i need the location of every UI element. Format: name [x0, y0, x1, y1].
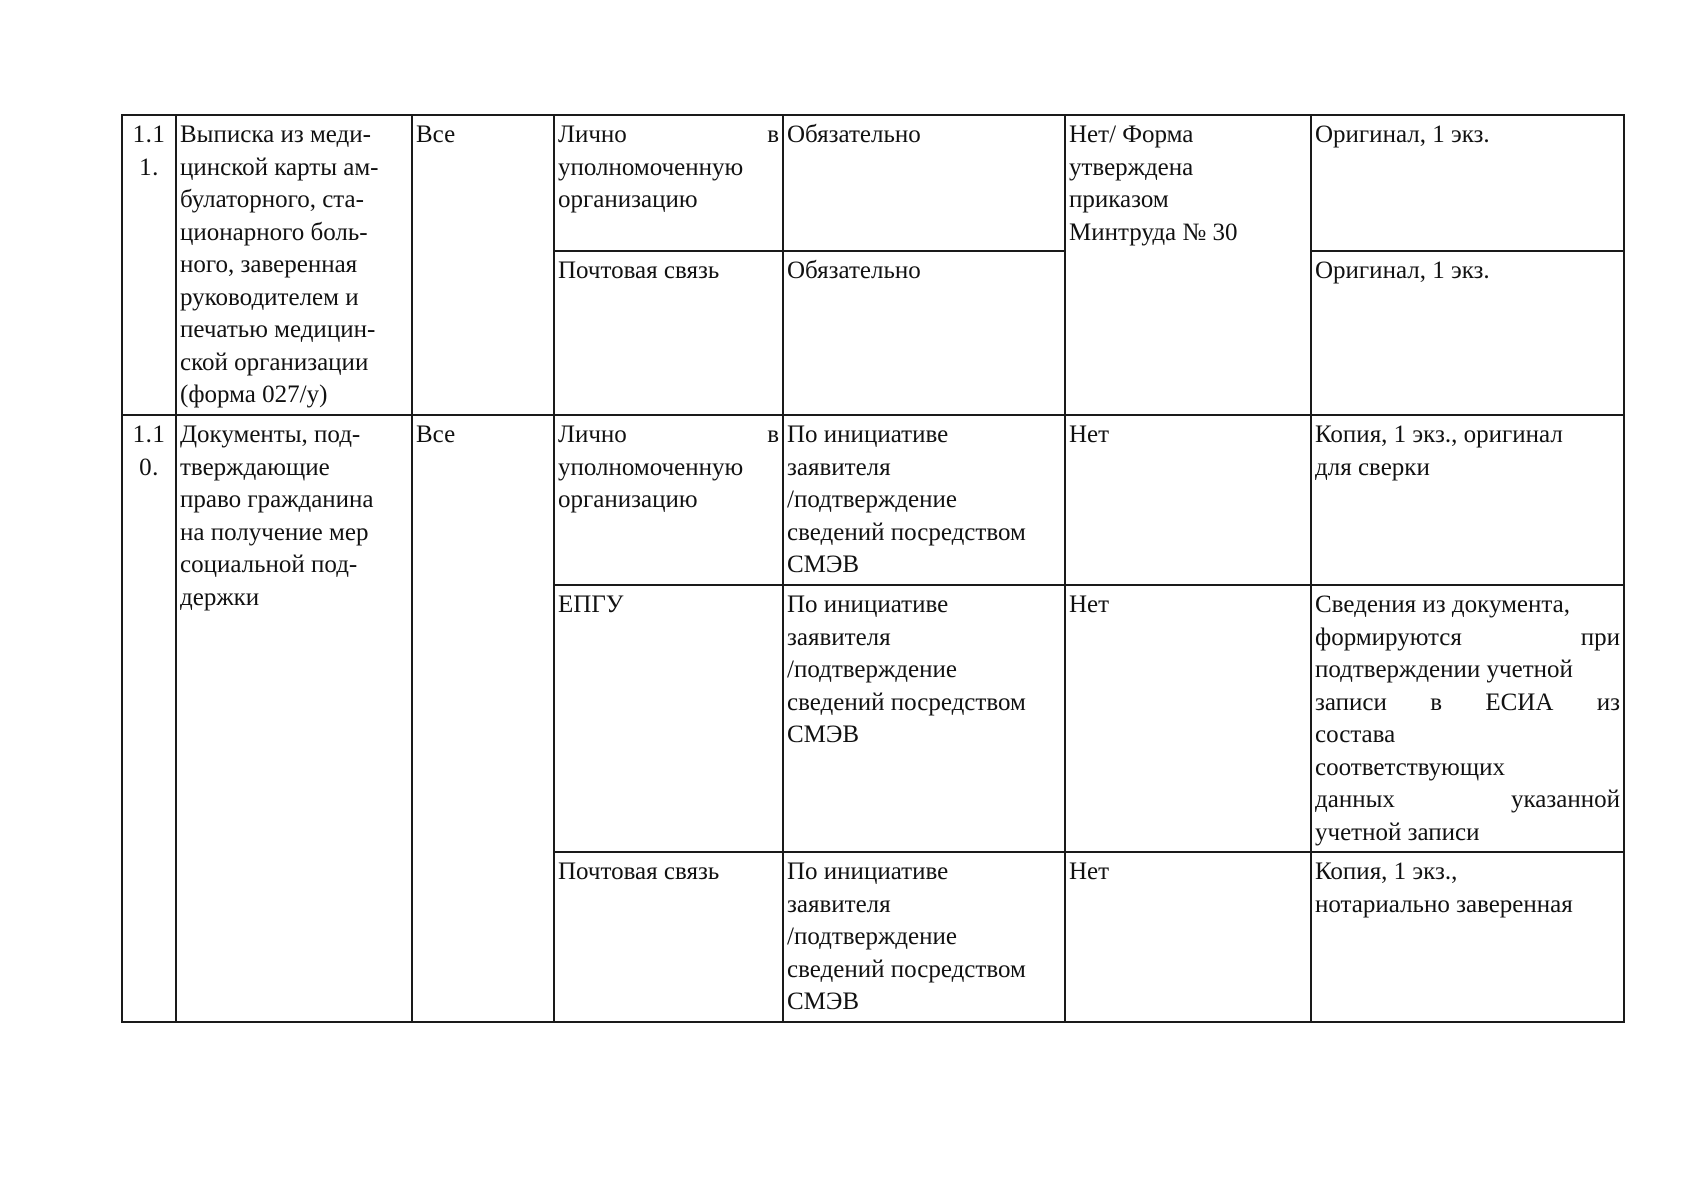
template-line: приказом	[1069, 186, 1169, 213]
table-row	[122, 115, 1624, 251]
document-name-line: ного, заверенная	[180, 251, 358, 278]
requirement-line: заявителя	[787, 890, 891, 918]
form-cell	[1311, 115, 1624, 251]
document-name-cell	[176, 415, 412, 1022]
channel-line: Почтовая связь	[558, 858, 720, 885]
form-line: учетной записи	[1315, 818, 1480, 846]
document-name-line: ской организации	[180, 348, 369, 376]
form-line: состава	[1315, 721, 1396, 748]
requirement-line: СМЭВ	[787, 721, 860, 748]
form-line: Сведения из документа,	[1315, 591, 1570, 618]
requirement-cell	[783, 585, 1065, 852]
requirement-line: сведений посредством	[787, 518, 1026, 546]
template-cell	[1065, 115, 1311, 415]
form-cell	[1311, 251, 1624, 415]
requirement-line: По инициативе	[787, 591, 949, 618]
form-text: Оригинал, 1 экз.	[1315, 257, 1490, 284]
row-number: 1.1 0.	[132, 421, 166, 481]
document-name-line: цинской карты ам-	[180, 153, 379, 181]
requirement-line: сведений посредством	[787, 688, 1026, 716]
requirement-text: Обязательно	[787, 121, 921, 148]
channel-line: уполномоченную	[558, 153, 744, 181]
document-name-line: Выписка из меди-	[180, 121, 371, 148]
form-line: нотариально заверенная	[1315, 890, 1573, 918]
row-number-cell	[122, 415, 176, 1022]
channel-line: Почтовая связь	[558, 257, 720, 284]
requirement-cell	[783, 115, 1065, 251]
requirement-line: По инициативе	[787, 421, 949, 448]
channel-line: организацию	[558, 186, 698, 213]
channel-cell	[554, 852, 783, 1022]
channel-cell	[554, 115, 783, 251]
form-line: данных указанной	[1315, 786, 1620, 813]
template-line: Нет	[1069, 591, 1110, 618]
requirement-line: заявителя	[787, 623, 891, 651]
form-line: соответствующих	[1315, 753, 1505, 781]
document-name-line: право гражданина	[180, 486, 374, 513]
document-name-line: держки	[180, 583, 260, 611]
requirement-cell	[783, 852, 1065, 1022]
applicant-category-cell	[412, 115, 554, 415]
requirement-cell	[783, 251, 1065, 415]
document-name-line: руководителем и	[180, 283, 359, 311]
document-name-line: печатью медицин-	[180, 316, 376, 343]
requirement-line: /подтверждение	[787, 486, 957, 513]
requirement-cell	[783, 415, 1065, 585]
template-cell	[1065, 415, 1311, 585]
requirement-line: По инициативе	[787, 858, 949, 885]
requirement-text: Обязательно	[787, 257, 921, 284]
form-line: Копия, 1 экз., оригинал	[1315, 421, 1563, 448]
channel-cell	[554, 415, 783, 585]
applicant-category: Все	[416, 121, 456, 148]
requirement-line: СМЭВ	[787, 551, 860, 578]
document-name-line: ционарного боль-	[180, 218, 368, 246]
applicant-category-cell	[412, 415, 554, 1022]
channel-line: организацию	[558, 486, 698, 513]
channel-cell	[554, 585, 783, 852]
requirement-line: /подтверждение	[787, 656, 957, 683]
channel-line: Лично в	[558, 421, 779, 448]
document-name-line: булаторного, ста-	[180, 186, 364, 213]
channel-line: Лично в	[558, 121, 779, 148]
requirement-line: сведений посредством	[787, 955, 1026, 983]
template-line: утверждена	[1069, 153, 1194, 181]
template-line: Нет	[1069, 421, 1110, 448]
form-cell	[1311, 585, 1624, 852]
row-number-cell	[122, 115, 176, 415]
form-line: Копия, 1 экз.,	[1315, 858, 1458, 885]
template-cell	[1065, 852, 1311, 1022]
template-cell	[1065, 585, 1311, 852]
row-number: 1.1 1.	[132, 121, 166, 181]
form-line: подтверждении учетной	[1315, 656, 1573, 683]
template-line: Минтруда № 30	[1069, 218, 1238, 246]
form-cell	[1311, 852, 1624, 1022]
document-name-cell	[176, 115, 412, 415]
document-name-line: социальной под-	[180, 551, 358, 578]
channel-line: ЕПГУ	[558, 591, 624, 618]
template-line: Нет	[1069, 858, 1110, 885]
document-name-line: (форма 027/у)	[180, 381, 328, 408]
form-line: для сверки	[1315, 453, 1430, 481]
table-row	[122, 415, 1624, 585]
form-line: формируются при	[1315, 623, 1620, 651]
template-line: Нет/ Форма	[1069, 121, 1194, 148]
requirement-line: /подтверждение	[787, 923, 957, 950]
applicant-category: Все	[416, 421, 456, 448]
documents-table	[121, 114, 1625, 1023]
document-name-line: на получение мер	[180, 518, 369, 546]
requirement-line: СМЭВ	[787, 988, 860, 1015]
channel-cell	[554, 251, 783, 415]
form-line: записи в ЕСИА из	[1315, 688, 1620, 716]
form-text: Оригинал, 1 экз.	[1315, 121, 1490, 148]
requirement-line: заявителя	[787, 453, 891, 481]
channel-line: уполномоченную	[558, 453, 744, 481]
form-cell	[1311, 415, 1624, 585]
document-name-line: Документы, под-	[180, 421, 361, 448]
document-name-line: тверждающие	[180, 453, 330, 481]
